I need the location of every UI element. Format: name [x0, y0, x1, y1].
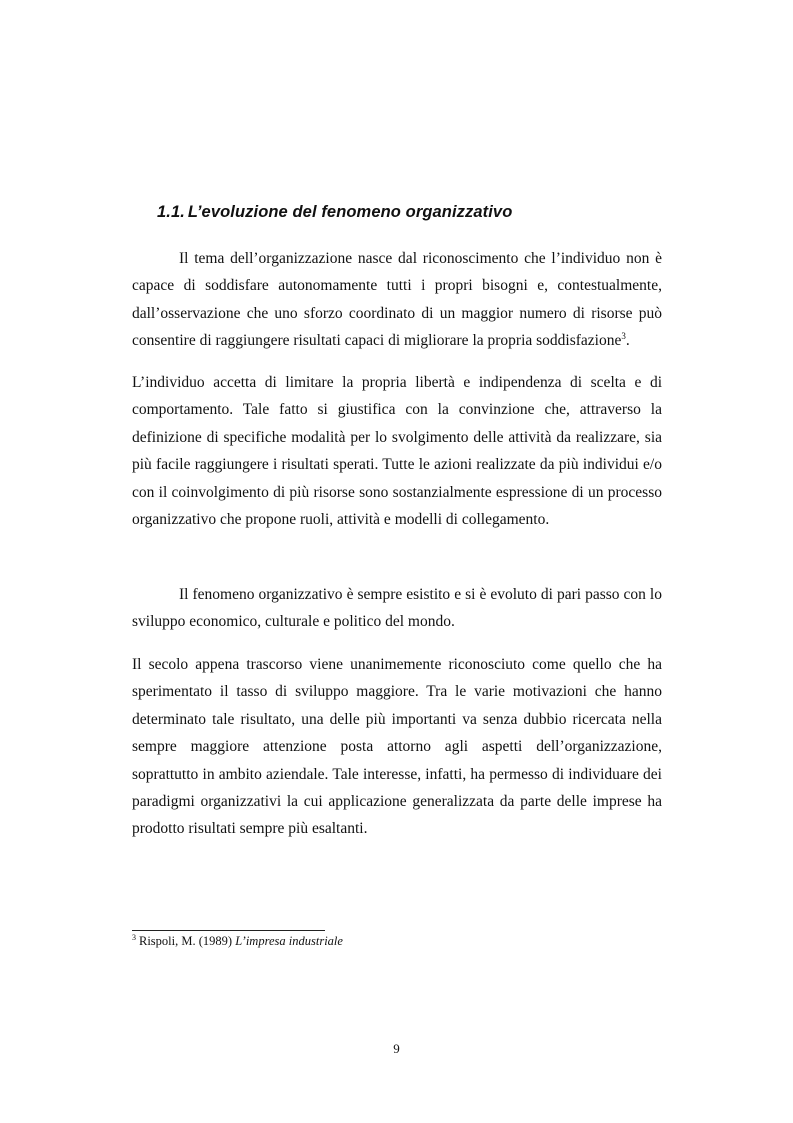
paragraph-text: Il tema dell’organizzazione nasce dal riconoscimento che l’individuo non è capace di soddisfare autonomamente tutti i propri bisogni e, contestualmente, dall’osservazione che uno sforzo coordinato di un maggior numero di risorse può consentire di raggiungere risultati capaci di migliorare la propria soddisfazione: [132, 250, 662, 350]
paragraph-text: Il fenomeno organizzativo è sempre esistito e si è evoluto di pari passo con lo sviluppo economico, culturale e politico del mondo.: [132, 586, 662, 631]
section-title: L’evoluzione del fenomeno organizzativo: [187, 203, 513, 221]
paragraph-1: [132, 245, 662, 355]
section-number: 1.1.: [157, 203, 185, 221]
footnote-separator: [132, 930, 325, 931]
section-heading: [157, 203, 512, 222]
footnote: [132, 934, 343, 949]
paragraph-text: Il secolo appena trascorso viene unanimemente riconosciuto come quello che ha sperimentato il tasso di sviluppo maggiore. Tra le varie motivazioni che hanno determinato tale risultato, una delle più importanti va senza dubbio ricercata nella sempre maggiore attenzione posta attorno agli aspetti dell’organizzazione, soprattutto in ambito aziendale. Tale interesse, infatti, ha permesso di individuare dei paradigmi organizzativi la cui applicazione generalizzata da parte delle imprese ha prodotto risultati sempre più esaltanti.: [132, 656, 662, 838]
footnote-reference[interactable]: 3: [621, 331, 626, 342]
paragraph-end-punctuation: .: [625, 332, 630, 350]
footnote-citation: Rispoli, M. (1989): [139, 934, 236, 948]
paragraph-4: [132, 651, 662, 843]
paragraph-2: [132, 369, 662, 533]
page-number: 9: [393, 1041, 400, 1056]
footnote-book-title: L’impresa industriale: [235, 934, 343, 948]
paragraph-text: L’individuo accetta di limitare la propria libertà e indipendenza di scelta e di comportamento. Tale fatto si giustifica con la convinzione che, attraverso la definizione di specifiche modalità per lo svolgimento delle attività da realizzare, sia più facile raggiungere i risultati sperati. Tutte le azioni realizzate da più individui e/o con il coinvolgimento di più risorse sono sostanzialmente espressione di un processo organizzativo che propone ruoli, attività e modelli di collegamento.: [132, 374, 662, 529]
footnote-marker: 3: [132, 933, 136, 942]
paragraph-3: [132, 581, 662, 636]
